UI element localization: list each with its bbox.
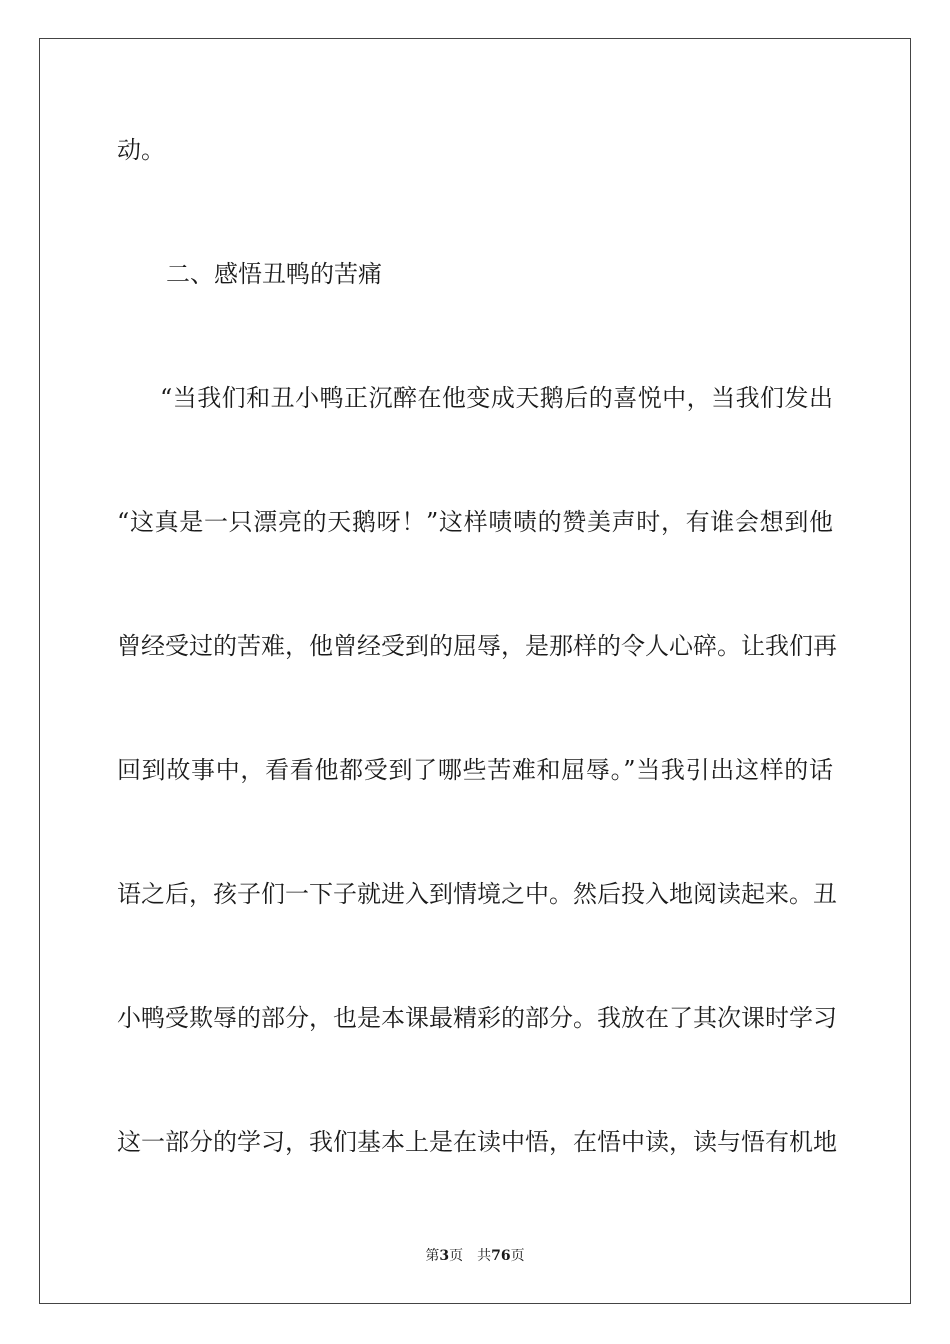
footer-page-suffix: 页 [449, 1248, 464, 1264]
page-border [39, 38, 911, 1304]
paragraph-line: 曾经受过的苦难，他曾经受到的屈辱，是那样的令人心碎。让我们再 [117, 632, 837, 660]
paragraph-line: “这真是一只漂亮的天鹅呀！”这样啧啧的赞美声时，有谁会想到他 [117, 508, 833, 536]
footer-total-prefix: 共 [477, 1248, 492, 1264]
paragraph-line: 语之后，孩子们一下子就进入到情境之中。然后投入地阅读起来。丑 [117, 880, 837, 908]
footer-total-suffix: 页 [510, 1248, 525, 1264]
paragraph-line: 这一部分的学习，我们基本上是在读中悟，在悟中读，读与悟有机地 [117, 1128, 837, 1156]
section-heading: 二、感悟丑鸭的苦痛 [166, 260, 382, 288]
paragraph-line: “当我们和丑小鸭正沉醉在他变成天鹅后的喜悦中，当我们发出 [160, 384, 833, 412]
page-footer [0, 1246, 950, 1266]
footer-page-prefix: 第 [425, 1248, 440, 1264]
paragraph-line: 回到故事中，看看他都受到了哪些苦难和屈辱。”当我引出这样的话 [117, 756, 833, 784]
footer-total-number: 76 [491, 1248, 511, 1264]
paragraph-line-continuation: 动。 [117, 136, 165, 164]
footer-page-number: 3 [439, 1248, 450, 1264]
paragraph-line: 小鸭受欺辱的部分，也是本课最精彩的部分。我放在了其次课时学习 [117, 1004, 837, 1032]
